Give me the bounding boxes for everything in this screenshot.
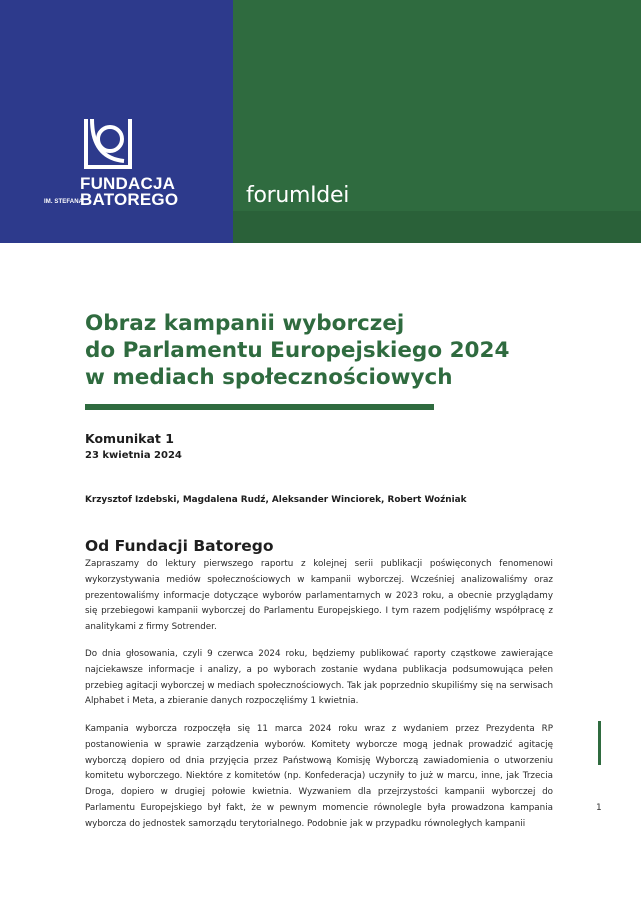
authors-line: Krzysztof Izdebski, Magdalena Rudź, Aleksander Winciorek, Robert Woźniak — [85, 495, 467, 505]
fundacja-batorego-logo-icon — [84, 117, 132, 169]
page-side-marker — [598, 721, 601, 765]
section-heading: Od Fundacji Batorego — [85, 537, 274, 555]
logo-sub: IM. STEFANA — [44, 199, 84, 205]
publication-date: 23 kwietnia 2024 — [85, 450, 182, 461]
document-title — [85, 310, 545, 391]
paragraph-2: Do dnia głosowania, czyli 9 czerwca 2024 roku, będziemy publikować raporty cząstkowe zawierające najciekawsze informacje i analizy, a po wyborach zostanie wydana publikacja podsumowująca pełen przebieg agitacji wyborczej w mediach społecznościowych. Tak jak poprzednio skupiliśmy się na serwisach Alphabet i Meta, a zbieranie danych rozpoczęliśmy 1 kwietnia. — [85, 649, 553, 707]
series-name: forumIdei — [246, 183, 350, 208]
logo-wordmark — [44, 174, 179, 209]
title-line-1: Obraz kampanii wyborczej — [85, 311, 405, 336]
page-number: 1 — [596, 803, 602, 813]
komunikat-label: Komunikat 1 — [85, 431, 174, 446]
logo-line1: FUNDACJA — [80, 174, 176, 193]
title-underline — [85, 404, 434, 410]
paragraph-1: Zapraszamy do lektury pierwszego raportu z kolejnej serii publikacji poświęconych fenomenowi wykorzystywania mediów społecznościowych w kampanii wyborczej. Wcześniej analizowaliśmy oraz prezentowaliśmy informacje dotyczące wyborów parlamentarnych w 2023 roku, a obecnie przyglądamy się przebiegowi kampanii wyborczej do Parlamentu Europejskiego. I tym razem podjęliśmy współpracę z analitykami z firmy Sotrender. — [85, 559, 553, 633]
paragraph-3: Kampania wyborcza rozpoczęła się 11 marca 2024 roku wraz z wydaniem przez Prezydenta RP postanowienia w sprawie zarządzenia wyborów. Komitety wyborcze mogą jednak prowadzić agitację wyborczą dopiero od dnia przyjęcia przez Państwową Komisję Wyborczą zawiadomienia o utworzeniu komitetu wyborczego. Niektóre z komitetów (np. Konfederacja) uczyniły to już w marcu, inne, jak Trzecia Droga, dopiero w drugiej połowie kwietnia. Wyzwaniem dla przejrzystości kampanii wyborczej do Parlamentu Europejskiego był fakt, że w pewnym momencie równolegle była prowadzona kampania wyborcza do jednostek samorządu terytorialnego. Podobnie jak w przypadku równoległych kampanii — [85, 724, 553, 829]
title-line-2: do Parlamentu Europejskiego 2024 — [85, 338, 510, 363]
header-green-band — [233, 211, 641, 243]
logo-line2: BATOREGO — [80, 190, 179, 209]
title-line-3: w mediach społecznościowych — [85, 365, 453, 390]
